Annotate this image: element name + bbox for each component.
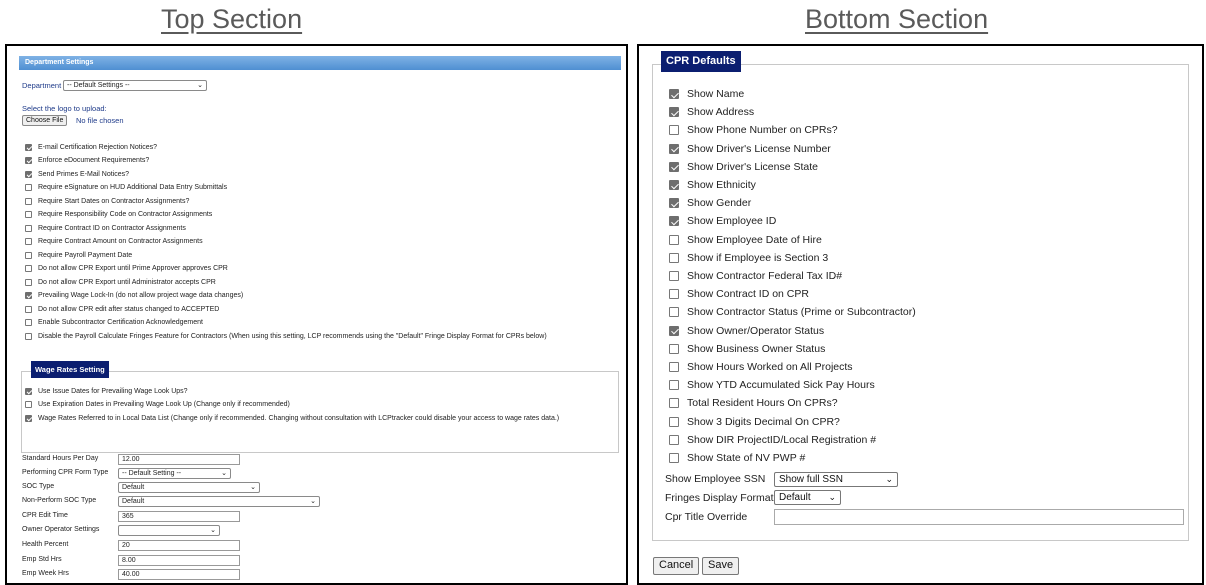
save-button[interactable]: Save — [702, 557, 739, 575]
owner-operator-select[interactable] — [118, 525, 220, 536]
checkbox[interactable] — [669, 89, 679, 99]
checkbox[interactable] — [25, 252, 32, 259]
checkbox[interactable] — [25, 306, 32, 313]
health-percent-label: Health Percent — [22, 541, 69, 548]
checkbox[interactable] — [669, 216, 679, 226]
checkbox-label: Prevailing Wage Lock-In (do not allow project wage data changes) — [38, 292, 244, 299]
department-settings-header: Department Settings — [19, 56, 621, 70]
checkbox-label: Do not allow CPR Export until Administrator accepts CPR — [38, 278, 216, 286]
checkbox-label: Show if Employee is Section 3 — [687, 251, 829, 264]
checkbox-label: Show State of NV PWP # — [687, 452, 806, 464]
checkbox[interactable] — [25, 388, 32, 395]
chevron-down-icon: ⌄ — [210, 527, 216, 534]
title-override-input[interactable] — [774, 509, 1184, 525]
checkbox[interactable] — [669, 362, 679, 372]
cpr-defaults-legend: CPR Defaults — [661, 51, 741, 72]
fringes-select-value: Default — [779, 492, 811, 503]
checkbox-label: Wage Rates Referred to in Local Data List (Change only if recommended. Changing without consultation with LCPtracker could disable your access to wage rates data.) — [38, 414, 560, 422]
checkbox-label: Use Expiration Dates in Prevailing Wage Look Up (Change only if recommended) — [38, 401, 290, 408]
checkbox[interactable] — [669, 271, 679, 281]
checkbox[interactable] — [669, 307, 679, 317]
checkbox-row[interactable] — [669, 304, 916, 320]
checkbox[interactable] — [25, 184, 32, 191]
department-label: Department — [22, 81, 62, 90]
cpr-edit-time-input[interactable]: 365 — [118, 511, 240, 522]
checkbox-label: Show Business Owner Status — [687, 342, 826, 355]
checkbox-row[interactable] — [669, 414, 840, 430]
checkbox-row[interactable] — [669, 341, 825, 357]
soc-type-value: Default — [122, 484, 145, 491]
cancel-button[interactable]: Cancel — [653, 557, 699, 575]
checkbox-label: Show Contractor Status (Prime or Subcontractor) — [687, 306, 916, 319]
checkbox-row[interactable] — [25, 168, 129, 180]
checkbox-row[interactable] — [669, 286, 809, 302]
health-percent-input[interactable]: 20 — [118, 540, 240, 551]
std-hours-label: Standard Hours Per Day — [22, 455, 99, 462]
checkbox-row[interactable] — [25, 412, 559, 424]
std-hours-input[interactable]: 12.00 — [118, 454, 240, 465]
emp-std-hrs-label: Emp Std Hrs — [22, 556, 62, 563]
checkbox-row[interactable] — [25, 385, 188, 397]
ssn-label: Show Employee SSN — [665, 473, 766, 485]
checkbox[interactable] — [669, 435, 679, 445]
checkbox[interactable] — [25, 211, 32, 218]
checkbox[interactable] — [669, 235, 679, 245]
checkbox-row[interactable] — [25, 303, 219, 315]
checkbox-row[interactable] — [25, 330, 547, 342]
checkbox[interactable] — [25, 144, 32, 151]
checkbox-row[interactable] — [669, 450, 805, 466]
checkbox-label: Show Gender — [687, 197, 752, 210]
checkbox-label: Show YTD Accumulated Sick Pay Hours — [687, 379, 875, 392]
checkbox[interactable] — [25, 279, 32, 286]
checkbox-row[interactable] — [669, 141, 831, 157]
checkbox-label: Require eSignature on HUD Additional Data Entry Submittals — [38, 184, 228, 191]
checkbox[interactable] — [25, 401, 32, 408]
logo-upload-label: Select the logo to upload: — [22, 104, 107, 113]
checkbox-label: Show Owner/Operator Status — [687, 324, 825, 337]
checkbox-row[interactable] — [669, 122, 838, 138]
checkbox[interactable] — [669, 417, 679, 427]
checkbox-row[interactable] — [669, 159, 818, 175]
checkbox[interactable] — [669, 162, 679, 172]
emp-std-hrs-input[interactable]: 8.00 — [118, 555, 240, 566]
checkbox-label: Show Contractor Federal Tax ID# — [687, 270, 843, 282]
choose-file-button[interactable]: Choose File — [22, 115, 67, 126]
checkbox[interactable] — [669, 107, 679, 117]
checkbox-row[interactable] — [25, 141, 157, 153]
checkbox-label: Show Hours Worked on All Projects — [687, 361, 853, 373]
title-override-label: Cpr Title Override — [665, 511, 748, 523]
checkbox[interactable] — [669, 253, 679, 263]
checkbox-row[interactable] — [669, 86, 744, 102]
soc-type-label: SOC Type — [22, 483, 55, 490]
checkbox[interactable] — [669, 289, 679, 299]
fringes-select[interactable] — [774, 490, 841, 505]
checkbox-label: Total Resident Hours On CPRs? — [687, 397, 838, 410]
checkbox-row[interactable] — [25, 317, 203, 329]
checkbox[interactable] — [669, 344, 679, 354]
checkbox-row[interactable] — [25, 263, 228, 275]
checkbox-label: Enable Subcontractor Certification Acknowledgement — [38, 319, 203, 326]
checkbox[interactable] — [25, 171, 32, 178]
emp-week-hrs-label: Emp Week Hrs — [22, 570, 69, 577]
checkbox-label: Show 3 Digits Decimal On CPR? — [687, 415, 840, 428]
checkbox-row[interactable] — [669, 323, 824, 339]
nonperform-soc-value: Default — [122, 498, 145, 505]
checkbox[interactable] — [25, 225, 32, 232]
checkbox-label: Use Issue Dates for Prevailing Wage Look Ups? — [38, 387, 188, 395]
chevron-down-icon: ⌄ — [828, 492, 836, 502]
checkbox-label: Show Driver's License State — [687, 160, 818, 173]
checkbox-label: Enforce eDocument Requirements? — [38, 157, 150, 164]
checkbox[interactable] — [25, 292, 32, 299]
checkbox-label: Show Contract ID on CPR — [687, 288, 809, 301]
soc-type-select[interactable] — [118, 482, 260, 493]
chevron-down-icon: ⌄ — [221, 470, 227, 477]
emp-week-hrs-input[interactable]: 40.00 — [118, 569, 240, 580]
checkbox[interactable] — [25, 415, 32, 422]
checkbox-label: Show DIR ProjectID/Local Registration # — [687, 433, 877, 446]
checkbox-label: Show Ethnicity — [687, 179, 756, 191]
checkbox-label: Do not allow CPR Export until Prime Approver approves CPR — [38, 265, 228, 272]
checkbox-row[interactable] — [669, 104, 754, 120]
checkbox[interactable] — [669, 453, 679, 463]
checkbox-label: Show Employee ID — [687, 215, 777, 228]
checkbox[interactable] — [669, 380, 679, 390]
ssn-select[interactable] — [774, 472, 898, 487]
checkbox-label: Send Primes E-Mail Notices? — [38, 170, 130, 178]
checkbox-label: Require Contract ID on Contractor Assignments — [38, 224, 186, 232]
checkbox[interactable] — [669, 125, 679, 135]
department-select-value: -- Default Settings -- — [67, 82, 130, 89]
checkbox-label: Disable the Payroll Calculate Fringes Feature for Contractors (When using this setting, LCP recommends using the "Default" Fringe Display Format for CPRs below) — [38, 332, 547, 340]
checkbox-label: Show Phone Number on CPRs? — [687, 124, 838, 137]
checkbox[interactable] — [669, 398, 679, 408]
checkbox[interactable] — [669, 144, 679, 154]
checkbox[interactable] — [25, 319, 32, 326]
checkbox-row[interactable] — [25, 290, 243, 302]
ssn-select-value: Show full SSN — [779, 474, 843, 485]
chevron-down-icon: ⌄ — [885, 474, 893, 484]
checkbox-label: Require Start Dates on Contractor Assignments? — [38, 197, 190, 205]
wage-rates-legend: Wage Rates Setting — [31, 361, 109, 378]
department-select[interactable] — [63, 80, 207, 91]
checkbox-label: E-mail Certification Rejection Notices? — [38, 143, 158, 151]
cpr-form-type-value: -- Default Setting -- — [122, 470, 182, 477]
checkbox-label: Show Name — [687, 88, 745, 100]
checkbox-row[interactable] — [25, 399, 290, 411]
checkbox-row[interactable] — [669, 250, 828, 266]
top-section-heading: Top Section — [161, 4, 303, 34]
checkbox-label: Require Responsibility Code on Contractor Assignments — [38, 211, 213, 218]
chevron-down-icon: ⌄ — [250, 484, 256, 491]
checkbox-row[interactable] — [669, 432, 876, 448]
checkbox[interactable] — [25, 198, 32, 205]
nonperform-soc-label: Non-Perform SOC Type — [22, 497, 97, 504]
cpr-edit-time-label: CPR Edit Time — [22, 512, 68, 519]
checkbox-row[interactable] — [669, 377, 875, 393]
checkbox-label: Require Payroll Payment Date — [38, 251, 133, 259]
checkbox[interactable] — [25, 333, 32, 340]
checkbox-row[interactable] — [25, 182, 227, 194]
checkbox-row[interactable] — [25, 155, 149, 167]
checkbox-row[interactable] — [25, 222, 186, 234]
checkbox-row[interactable] — [669, 177, 756, 193]
checkbox-row[interactable] — [25, 209, 212, 221]
checkbox[interactable] — [25, 265, 32, 272]
checkbox-row[interactable] — [669, 359, 853, 375]
checkbox-row[interactable] — [25, 276, 216, 288]
checkbox-row[interactable] — [25, 236, 203, 248]
checkbox-row[interactable] — [669, 213, 776, 229]
top-section-panel — [5, 44, 628, 585]
cpr-form-type-label: Performing CPR Form Type — [22, 469, 109, 476]
nonperform-soc-select[interactable] — [118, 496, 320, 507]
checkbox[interactable] — [669, 326, 679, 336]
checkbox-row[interactable] — [25, 249, 132, 261]
checkbox[interactable] — [669, 180, 679, 190]
checkbox-label: Show Employee Date of Hire — [687, 233, 822, 246]
checkbox[interactable] — [669, 198, 679, 208]
checkbox-row[interactable] — [669, 232, 822, 248]
checkbox-label: Show Address — [687, 106, 755, 119]
checkbox-row[interactable] — [669, 268, 842, 284]
bottom-section-heading: Bottom Section — [805, 4, 989, 34]
checkbox-label: Show Driver's License Number — [687, 142, 831, 155]
chevron-down-icon: ⌄ — [197, 82, 203, 89]
checkbox-row[interactable] — [669, 195, 751, 211]
checkbox-row[interactable] — [25, 195, 189, 207]
checkbox-label: Do not allow CPR edit after status changed to ACCEPTED — [38, 305, 220, 313]
checkbox-label: Require Contract Amount on Contractor Assignments — [38, 238, 203, 245]
checkbox-row[interactable] — [669, 395, 838, 411]
checkbox[interactable] — [25, 157, 32, 164]
fringes-label: Fringes Display Format — [665, 492, 774, 504]
chevron-down-icon: ⌄ — [310, 498, 316, 505]
bottom-section-panel — [637, 44, 1204, 585]
owner-operator-label: Owner Operator Settings — [22, 526, 100, 533]
cpr-form-type-select[interactable] — [118, 468, 231, 479]
checkbox[interactable] — [25, 238, 32, 245]
no-file-chosen-text: No file chosen — [76, 116, 124, 125]
